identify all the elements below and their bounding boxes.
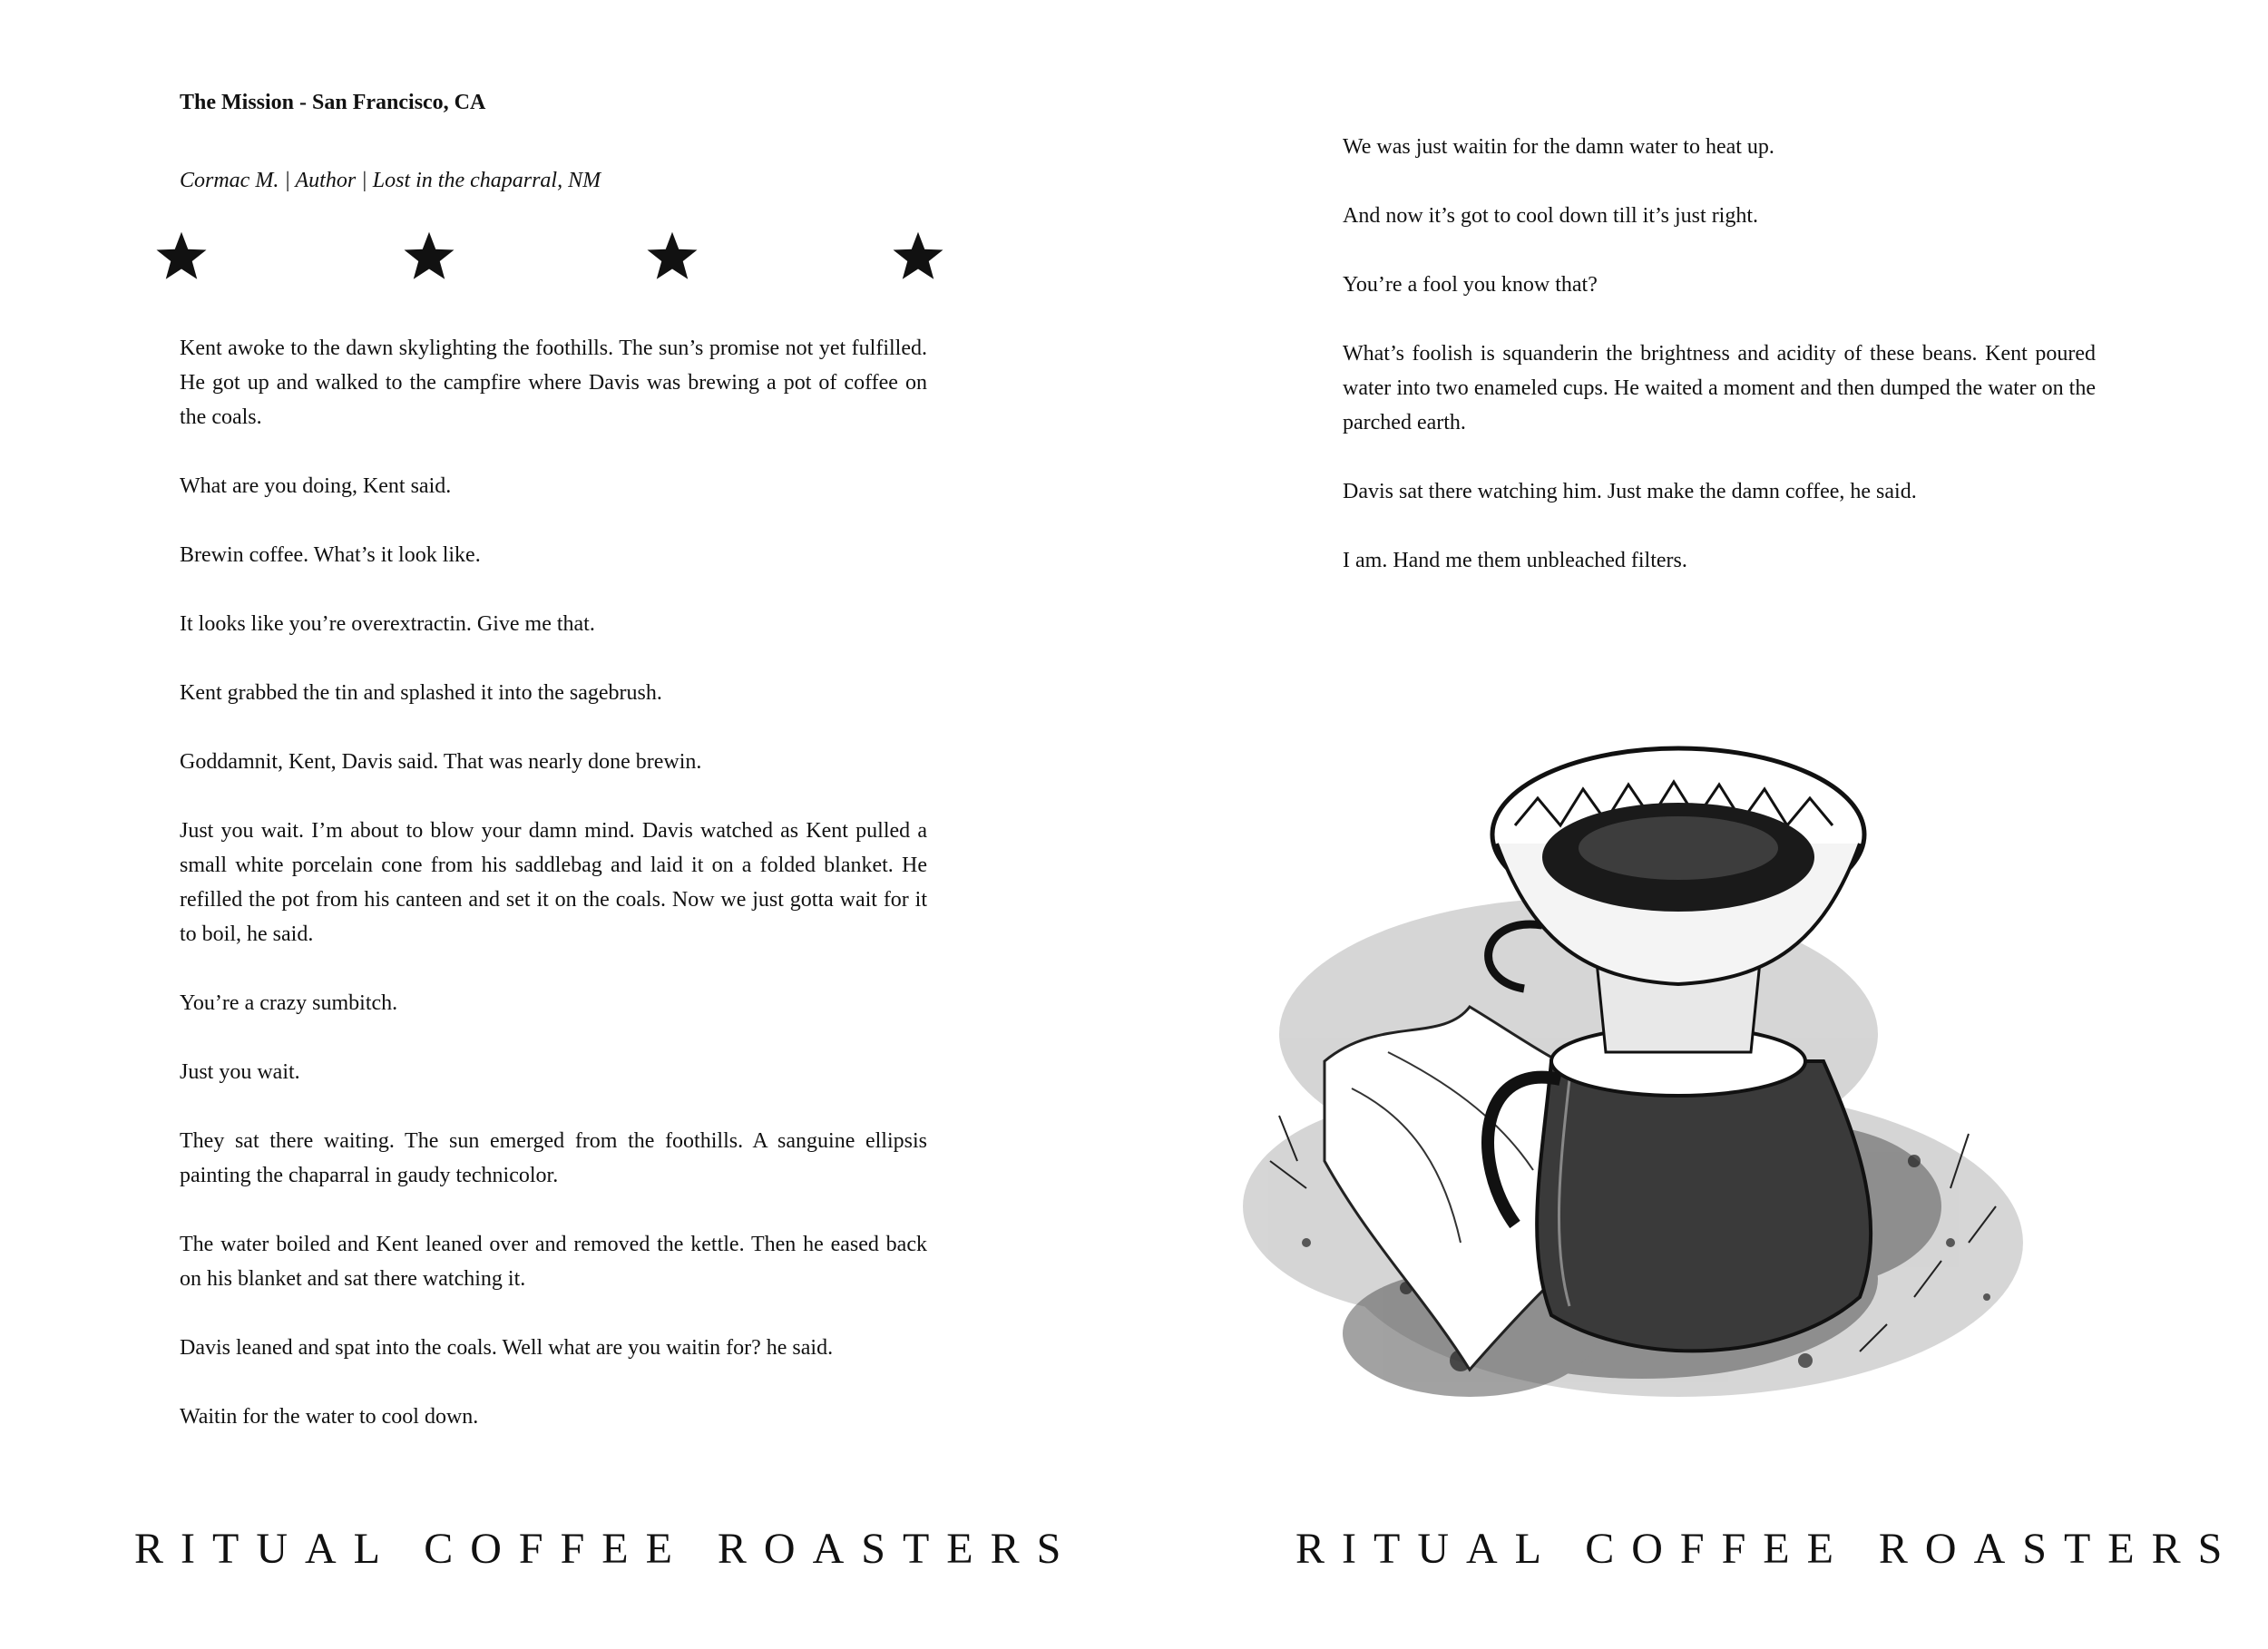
paragraph: The water boiled and Kent leaned over and removed the kettle. Then he eased back on his blanket and sat there watching it.: [180, 1233, 927, 1291]
star-icon: [645, 229, 699, 283]
paragraph: Davis sat there watching him. Just make the damn coffee, he said.: [1343, 480, 1917, 503]
review-byline: Cormac M. | Author | Lost in the chaparral, NM: [180, 169, 601, 192]
story-text-left: [180, 331, 927, 1468]
paragraph: Brewin coffee. What’s it look like.: [180, 543, 481, 567]
story-text-right: [1343, 130, 2096, 612]
paragraph: You’re a crazy sumbitch.: [180, 991, 398, 1015]
paragraph: Davis leaned and spat into the coals. Well what are you waitin for? he said.: [180, 1336, 834, 1360]
paragraph: And now it’s got to cool down till it’s just right.: [1343, 204, 1759, 228]
paragraph: What’s foolish is squanderin the brightness and acidity of these beans. Kent poured water into two enameled cups. He waited a moment and then dumped the water on the parched earth.: [1343, 342, 2096, 434]
right-page: [1134, 0, 2268, 1649]
paragraph: We was just waitin for the damn water to heat up.: [1343, 135, 1774, 159]
star-rating: [154, 229, 953, 294]
paragraph: Kent awoke to the dawn skylighting the foothills. The sun’s promise not yet fulfilled. He got up and walked to the campfire where Davis was brewing a pot of coffee on the coals.: [180, 337, 927, 429]
paragraph: They sat there waiting. The sun emerged from the foothills. A sanguine ellipsis painting the chaparral in gaudy technicolor.: [180, 1129, 927, 1187]
paragraph: Just you wait. I’m about to blow your damn mind. Davis watched as Kent pulled a small white porcelain cone from his saddlebag and laid it on a folded blanket. He refilled the pot from his canteen and set it on the coals. Now we just gotta wait for it to boil, he said.: [180, 819, 927, 946]
paragraph: What are you doing, Kent said.: [180, 474, 452, 498]
pour-over-coffee-dripper-illustration: [1170, 735, 2077, 1478]
star-icon: [891, 229, 945, 283]
review-location: The Mission - San Francisco, CA: [180, 91, 486, 114]
paragraph: Goddamnit, Kent, Davis said. That was nearly done brewin.: [180, 750, 702, 774]
star-icon: [154, 229, 209, 283]
paragraph: You’re a fool you know that?: [1343, 273, 1598, 297]
brand-wordmark: RITUAL COFFEE ROASTERS: [1295, 1525, 2240, 1573]
paragraph: It looks like you’re overextractin. Give me that.: [180, 612, 595, 636]
star-icon: [402, 229, 456, 283]
paragraph: Just you wait.: [180, 1060, 300, 1084]
paragraph: I am. Hand me them unbleached filters.: [1343, 549, 1687, 572]
paragraph: Kent grabbed the tin and splashed it into the sagebrush.: [180, 681, 662, 705]
paragraph: Waitin for the water to cool down.: [180, 1405, 479, 1429]
brand-wordmark: RITUAL COFFEE ROASTERS: [134, 1525, 1079, 1573]
